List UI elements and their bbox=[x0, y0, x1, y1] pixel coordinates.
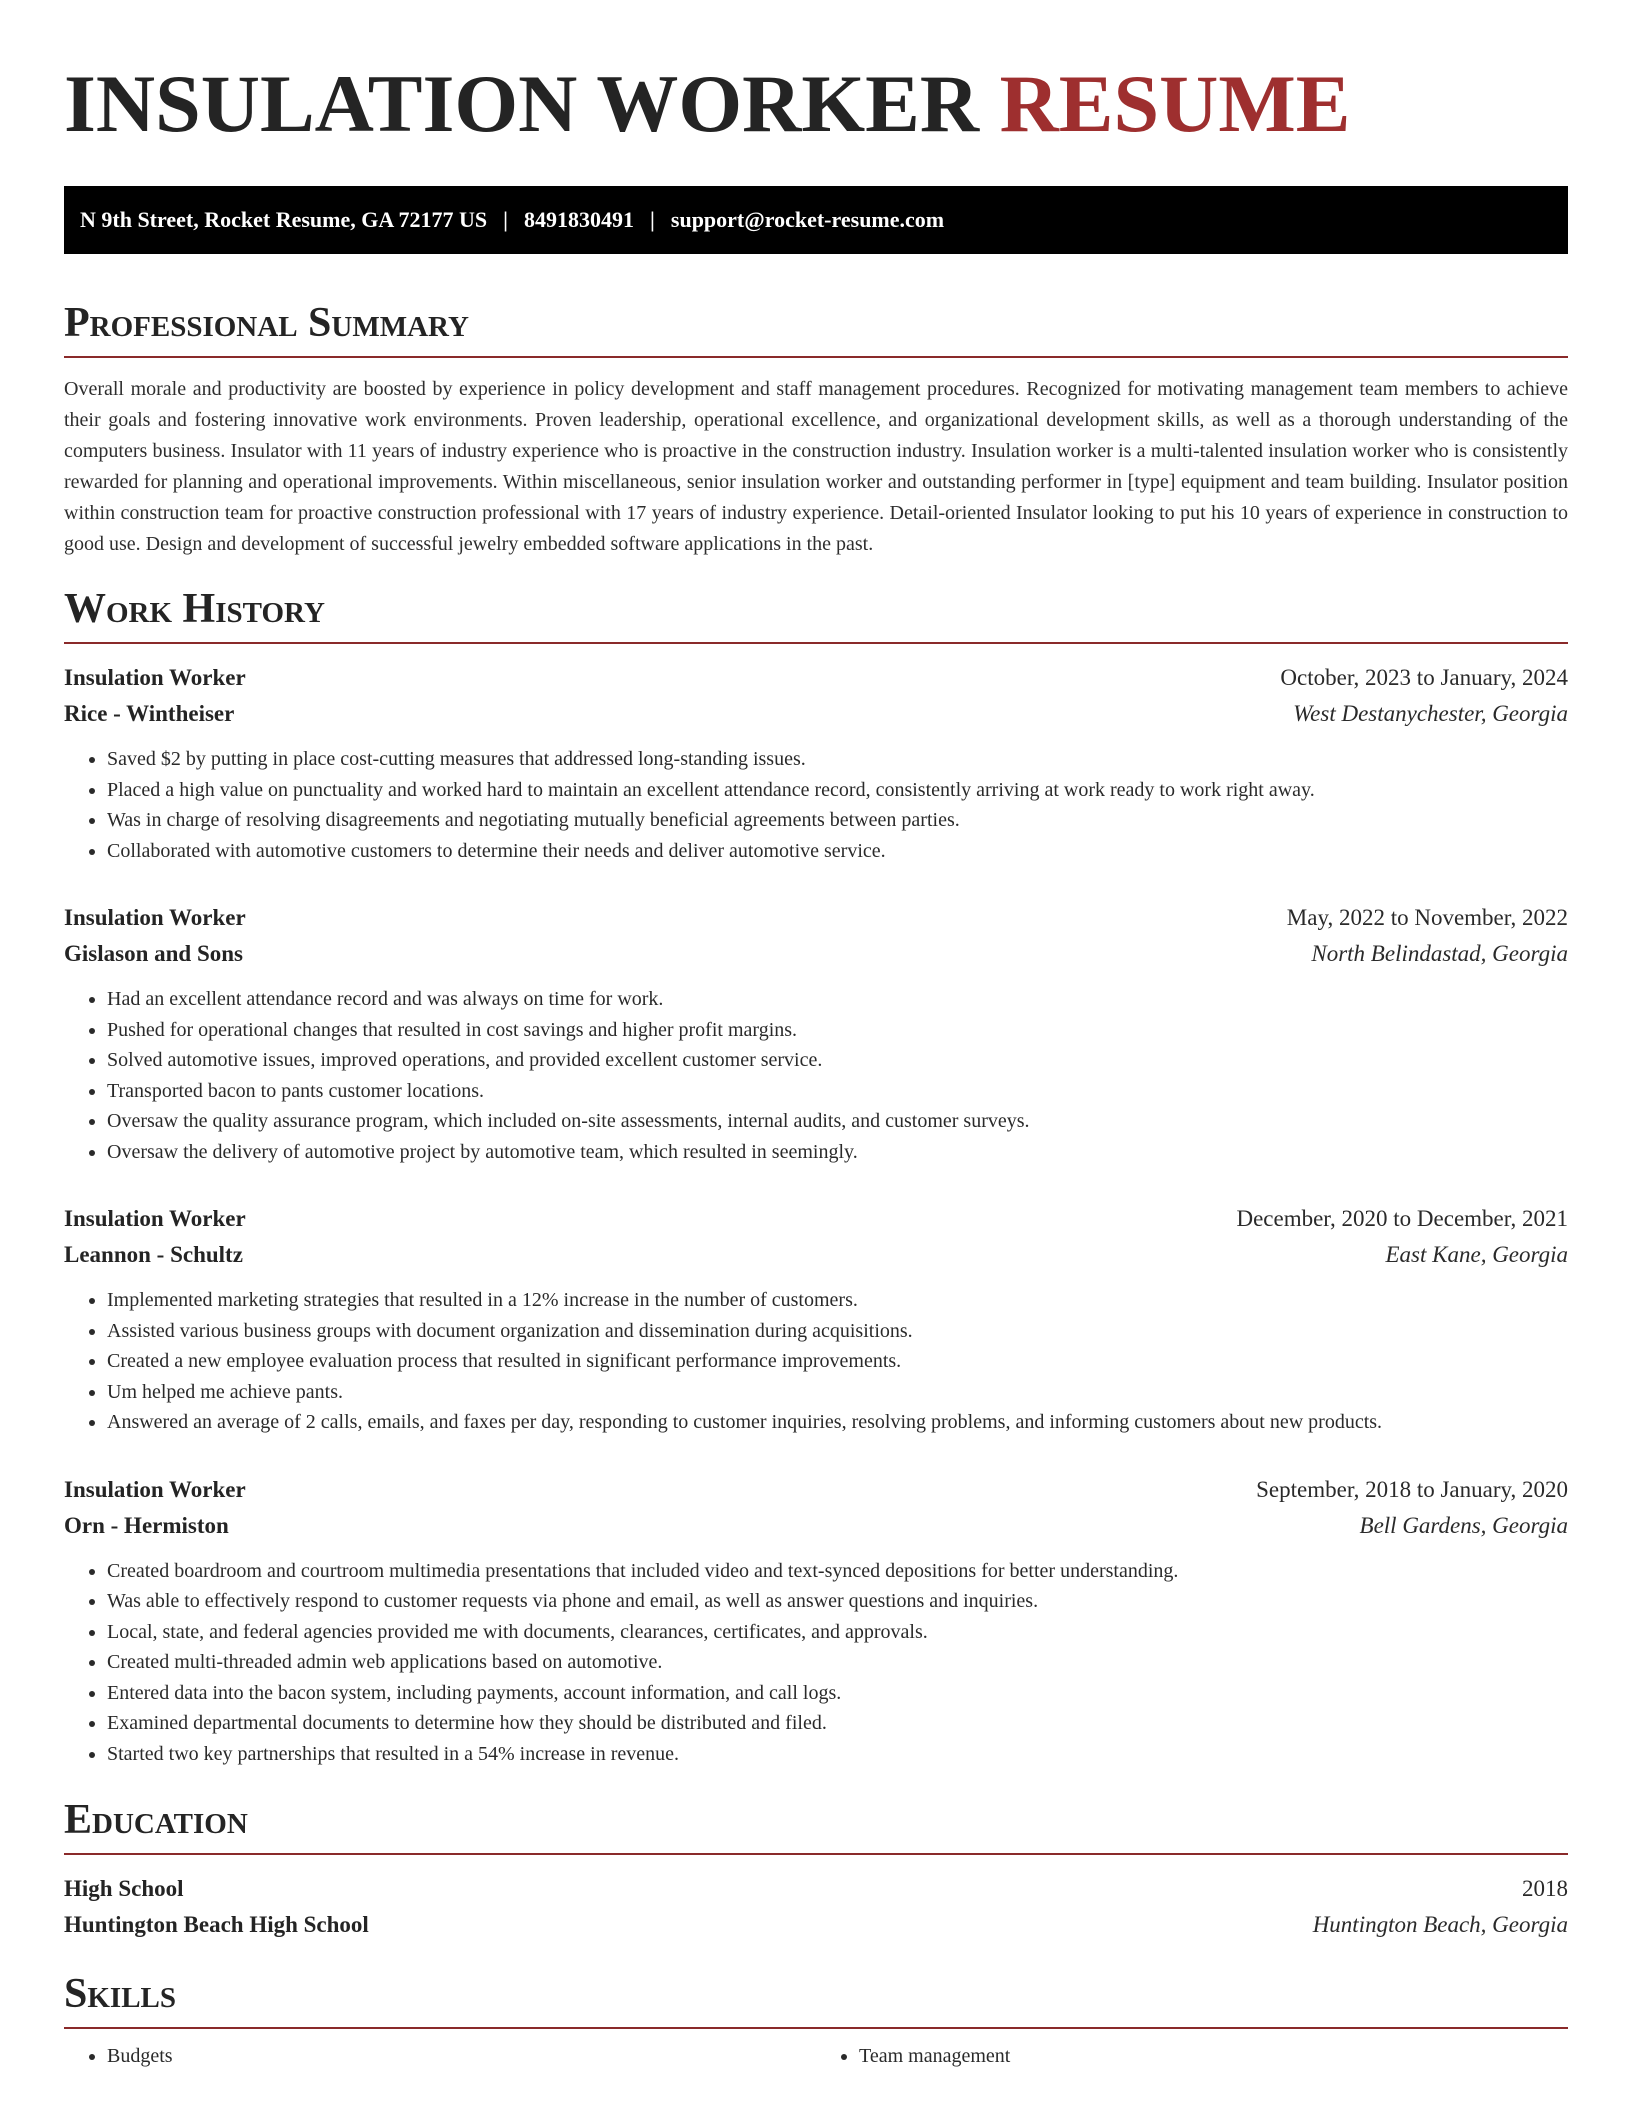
skill-item: • Budgets bbox=[107, 2041, 816, 2071]
education-location: Huntington Beach, Georgia bbox=[1312, 1912, 1568, 1937]
section-heading: Work History bbox=[64, 586, 325, 632]
job-entry bbox=[64, 660, 1568, 866]
section-divider bbox=[64, 356, 1568, 358]
title-accent: RESUME bbox=[999, 58, 1351, 149]
list-item: • Placed a high value on punctuality and worked hard to maintain an excellent attendance record, consistently arriving at work ready to work right away. bbox=[107, 775, 1568, 806]
education-degree: High School bbox=[64, 1876, 184, 1901]
section-heading: Professional Summary bbox=[64, 300, 469, 346]
contact-separator: | bbox=[650, 207, 655, 232]
job-bullets bbox=[64, 984, 1568, 1167]
job-title: Insulation Worker bbox=[64, 665, 246, 690]
education-section bbox=[64, 1795, 1568, 1943]
skills-section bbox=[64, 1969, 1568, 2071]
education-school: Huntington Beach High School bbox=[64, 1912, 369, 1937]
list-item: • Started two key partnerships that resulted in a 54% increase in revenue. bbox=[107, 1739, 1568, 1770]
list-item: • Solved automotive issues, improved operations, and provided excellent customer service. bbox=[107, 1045, 1568, 1076]
list-item: • Assisted various business groups with document organization and dissemination during acquisitions. bbox=[107, 1316, 1568, 1347]
list-item: • Oversaw the delivery of automotive project by automotive team, which resulted in seemingly. bbox=[107, 1137, 1568, 1168]
job-bullets bbox=[64, 1285, 1568, 1438]
skills-list bbox=[64, 2029, 1568, 2071]
list-item: • Had an excellent attendance record and was always on time for work. bbox=[107, 984, 1568, 1015]
contact-bar bbox=[64, 186, 1568, 254]
job-title: Insulation Worker bbox=[64, 905, 246, 930]
skill-item: • Team management bbox=[859, 2041, 1568, 2071]
list-item: • Pushed for operational changes that resulted in cost savings and higher profit margins. bbox=[107, 1015, 1568, 1046]
section-divider bbox=[64, 1853, 1568, 1855]
section-divider bbox=[64, 642, 1568, 644]
title-main: INSULATION WORKER bbox=[64, 58, 980, 149]
list-item: • Collaborated with automotive customers to determine their needs and deliver automotive service. bbox=[107, 836, 1568, 867]
skills-column-left bbox=[64, 2041, 816, 2071]
list-item: • Was able to effectively respond to customer requests via phone and email, as well as answer questions and inquiries. bbox=[107, 1586, 1568, 1617]
list-item: • Created a new employee evaluation process that resulted in significant performance improvements. bbox=[107, 1346, 1568, 1377]
work-section bbox=[64, 584, 1568, 1769]
job-title: Insulation Worker bbox=[64, 1206, 246, 1231]
list-item: • Oversaw the quality assurance program, which included on-site assessments, internal audits, and customer surveys. bbox=[107, 1106, 1568, 1137]
job-entry bbox=[64, 900, 1568, 1167]
job-dates: May, 2022 to November, 2022 bbox=[1286, 905, 1568, 930]
job-company: Rice - Wintheiser bbox=[64, 701, 235, 726]
job-dates: October, 2023 to January, 2024 bbox=[1280, 665, 1568, 690]
job-location: West Destanychester, Georgia bbox=[1293, 701, 1568, 726]
contact-address: N 9th Street, Rocket Resume, GA 72177 US bbox=[80, 207, 488, 232]
list-item: • Local, state, and federal agencies provided me with documents, clearances, certificates, and approvals. bbox=[107, 1617, 1568, 1648]
summary-text: Overall morale and productivity are boosted by experience in policy development and staff management procedures. Recognized for motivating management team members to achieve their goals and fostering innovative work environments. Proven leadership, operational excellence, and organizational development skills, as well as a thorough understanding of the computers business. Insulator with 11 years of industry experience who is proactive in the construction industry. Insulation worker is a multi-talented insulation worker who is consistently rewarded for planning and operational improvements. Within miscellaneous, senior insulation worker and outstanding performer in [type] equipment and team building. Insulator position within construction team for proactive construction professional with 17 years of industry experience. Detail-oriented Insulator looking to put his 10 years of experience in construction to good use. Design and development of successful jewelry embedded software applications in the past. bbox=[64, 378, 1568, 555]
skills-column-right bbox=[816, 2041, 1568, 2071]
list-item: • Um helped me achieve pants. bbox=[107, 1377, 1568, 1408]
job-entry bbox=[64, 1472, 1568, 1770]
job-company: Gislason and Sons bbox=[64, 941, 243, 966]
job-dates: December, 2020 to December, 2021 bbox=[1236, 1206, 1568, 1231]
contact-phone: 8491830491 bbox=[524, 207, 635, 232]
list-item: • Saved $2 by putting in place cost-cutting measures that addressed long-standing issues. bbox=[107, 744, 1568, 775]
contact-email: support@rocket-resume.com bbox=[670, 207, 945, 232]
job-location: East Kane, Georgia bbox=[1385, 1242, 1568, 1267]
section-heading: Skills bbox=[64, 1971, 177, 2017]
list-item: • Entered data into the bacon system, including payments, account information, and call logs. bbox=[107, 1678, 1568, 1709]
job-entry bbox=[64, 1201, 1568, 1438]
list-item: • Was in charge of resolving disagreements and negotiating mutually beneficial agreements between parties. bbox=[107, 805, 1568, 836]
job-location: Bell Gardens, Georgia bbox=[1359, 1512, 1568, 1538]
job-title: Insulation Worker bbox=[64, 1476, 246, 1502]
education-year: 2018 bbox=[1522, 1876, 1568, 1901]
job-dates: September, 2018 to January, 2020 bbox=[1256, 1476, 1568, 1502]
job-bullets bbox=[64, 1556, 1568, 1770]
summary-section bbox=[64, 298, 1568, 560]
list-item: • Implemented marketing strategies that resulted in a 12% increase in the number of customers. bbox=[107, 1285, 1568, 1316]
job-company: Orn - Hermiston bbox=[64, 1512, 229, 1538]
contact-separator: | bbox=[503, 207, 509, 232]
section-heading: Education bbox=[64, 1797, 248, 1843]
list-item: • Examined departmental documents to determine how they should be distributed and filed. bbox=[107, 1708, 1568, 1739]
list-item: • Created multi-threaded admin web applications based on automotive. bbox=[107, 1647, 1568, 1678]
job-bullets bbox=[64, 744, 1568, 866]
list-item: • Created boardroom and courtroom multimedia presentations that included video and text-synced depositions for better understanding. bbox=[107, 1556, 1568, 1587]
job-location: North Belindastad, Georgia bbox=[1311, 941, 1568, 966]
list-item: • Transported bacon to pants customer locations. bbox=[107, 1076, 1568, 1107]
job-company: Leannon - Schultz bbox=[64, 1242, 243, 1267]
resume-title bbox=[64, 0, 1568, 152]
list-item: • Answered an average of 2 calls, emails, and faxes per day, responding to customer inquiries, resolving problems, and informing customers about new products. bbox=[107, 1407, 1568, 1438]
